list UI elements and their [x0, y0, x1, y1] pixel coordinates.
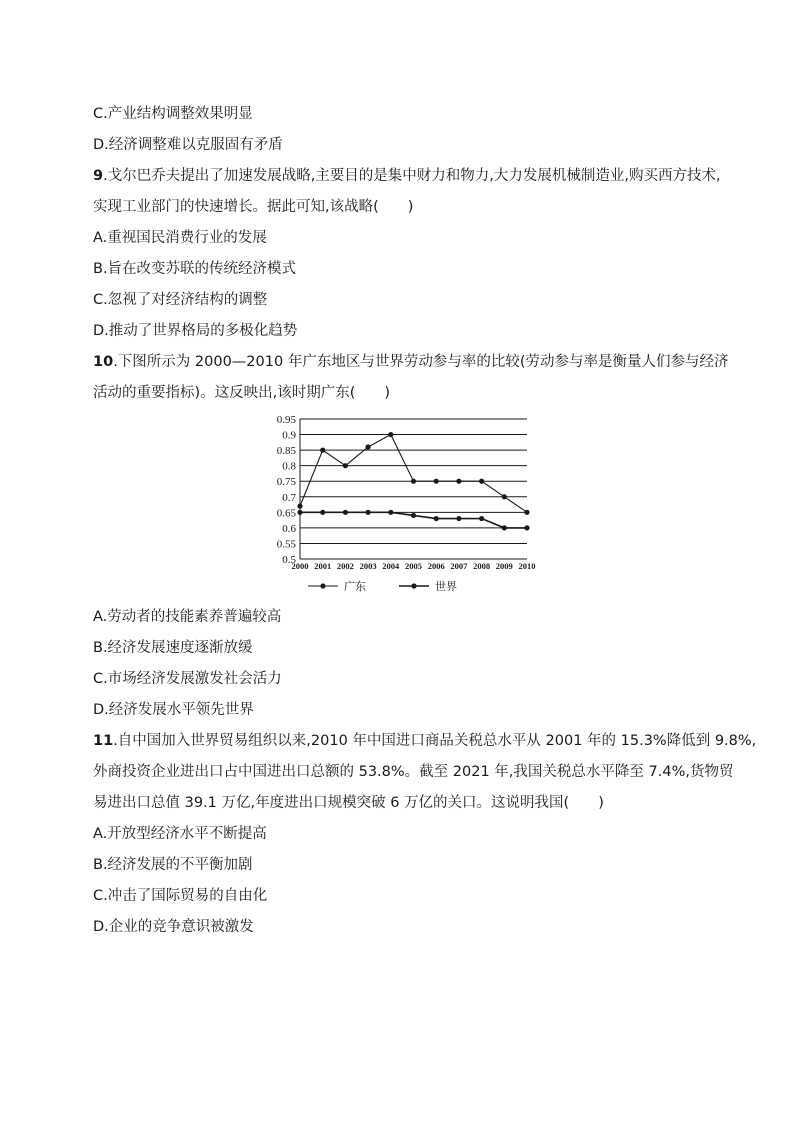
q9-option-d: D.推动了世界格局的多极化趋势 [93, 323, 298, 339]
x-tick-label-2005: 2005 [405, 561, 422, 571]
q9-option-c: C.忽视了对经济结构的调整 [93, 292, 268, 308]
q9-option-b: B.旨在改变苏联的传统经济模式 [93, 261, 297, 277]
chart-svg [256, 408, 546, 604]
x-tick-label-2007: 2007 [450, 561, 468, 571]
q9-stem-line-1 [93, 167, 721, 185]
y-tick-label-5: 0.7 [282, 491, 296, 504]
q10-stem-line-1 [93, 353, 728, 371]
y-tick-label-0: 0.95 [276, 414, 296, 426]
data-point-广东-2003 [366, 444, 371, 449]
y-tick-label-4: 0.75 [276, 476, 296, 489]
data-point-世界-2010 [524, 525, 529, 530]
x-tick-label-2008: 2008 [473, 561, 491, 571]
q8-option-d: D.经济调整难以克服固有矛盾 [93, 137, 283, 153]
q10-stem-text-1: .下图所示为 2000—2010 年广东地区与世界劳动参与率的比较(劳动参与率是衡量人们参与经济 [113, 354, 729, 370]
q9-option-a: A.重视国民消费行业的发展 [93, 230, 267, 246]
q10-option-b: B.经济发展速度逐渐放缓 [93, 640, 253, 656]
data-point-世界-2008 [479, 516, 484, 521]
data-point-世界-2002 [343, 510, 348, 515]
x-tick-label-2006: 2006 [427, 561, 445, 571]
legend-marker-广东 [320, 583, 325, 588]
legend-label-世界: 世界 [435, 580, 457, 593]
data-point-世界-2007 [456, 516, 461, 521]
data-point-世界-2004 [388, 510, 393, 515]
data-point-世界-2001 [320, 510, 325, 515]
y-tick-label-7: 0.6 [282, 522, 296, 535]
data-point-广东-2005 [411, 479, 416, 484]
y-tick-label-9: 0.5 [282, 554, 296, 566]
q10-option-c: C.市场经济发展激发社会活力 [93, 671, 282, 687]
x-tick-label-2000: 2000 [291, 561, 309, 571]
data-point-广东-2007 [456, 479, 461, 484]
data-point-世界-2005 [411, 513, 416, 518]
q9-stem-text-1: .戈尔巴乔夫提出了加速发展战略,主要目的是集中财力和物力,大力发展机械制造业,购买西方技术, [103, 168, 721, 184]
q10-number: 10 [93, 354, 114, 370]
legend-marker-世界 [411, 583, 416, 588]
q9-stem-line-2: 实现工业部门的快速增长。据此可知,该战略( ) [93, 199, 414, 215]
q8-option-c: C.产业结构调整效果明显 [93, 106, 253, 122]
y-tick-label-6: 0.65 [276, 507, 296, 520]
q11-option-d: D.企业的竞争意识被激发 [93, 919, 254, 935]
q11-stem-line-3: 易进出口总值 39.1 万亿,年度进出口规模突破 6 万亿的关口。这说明我国( ) [93, 795, 604, 811]
q11-number: 11 [93, 733, 114, 749]
q11-stem-line-2: 外商投资企业进出口占中国进出口总额的 53.8%。截至 2021 年,我国关税总水平降至 7.4%,货物贸 [93, 764, 734, 780]
y-tick-label-2: 0.85 [276, 445, 296, 458]
q10-stem-line-2: 活动的重要指标)。这反映出,该时期广东( ) [93, 385, 391, 401]
x-tick-label-2002: 2002 [336, 561, 354, 571]
data-point-广东-2008 [479, 479, 484, 484]
x-tick-label-2001: 2001 [314, 561, 332, 571]
q11-stem-text-1: .自中国加入世界贸易组织以来,2010 年中国进口商品关税总水平从 2001 年的 15.3%降低到 9.8%, [113, 733, 757, 749]
x-tick-label-2009: 2009 [495, 561, 513, 571]
data-point-广东-2002 [343, 463, 348, 468]
data-point-世界-2000 [297, 510, 302, 515]
x-tick-label-2010: 2010 [518, 561, 536, 571]
data-point-广东-2004 [388, 432, 393, 437]
legend-label-广东: 广东 [344, 580, 366, 593]
series-line-广东 [300, 435, 527, 513]
y-tick-label-8: 0.55 [276, 538, 296, 551]
x-tick-label-2004: 2004 [382, 561, 400, 571]
y-tick-label-3: 0.8 [282, 460, 296, 473]
labor-participation-chart [256, 408, 546, 604]
q9-number: 9 [93, 168, 104, 184]
y-tick-label-1: 0.9 [282, 429, 296, 442]
q11-stem-line-1 [93, 732, 756, 750]
data-point-广东-2000 [297, 504, 302, 509]
q10-option-a: A.劳动者的技能素养普遍较高 [93, 609, 282, 625]
q10-option-d: D.经济发展水平领先世界 [93, 702, 254, 718]
q11-option-c: C.冲击了国际贸易的自由化 [93, 888, 268, 904]
data-point-世界-2003 [366, 510, 371, 515]
q11-option-a: A.开放型经济水平不断提高 [93, 826, 267, 842]
x-tick-label-2003: 2003 [359, 561, 377, 571]
data-point-广东-2006 [434, 479, 439, 484]
data-point-广东-2009 [502, 494, 507, 499]
data-point-广东-2010 [524, 510, 529, 515]
data-point-世界-2009 [502, 525, 507, 530]
data-point-广东-2001 [320, 448, 325, 453]
q11-option-b: B.经济发展的不平衡加剧 [93, 857, 253, 873]
data-point-世界-2006 [434, 516, 439, 521]
